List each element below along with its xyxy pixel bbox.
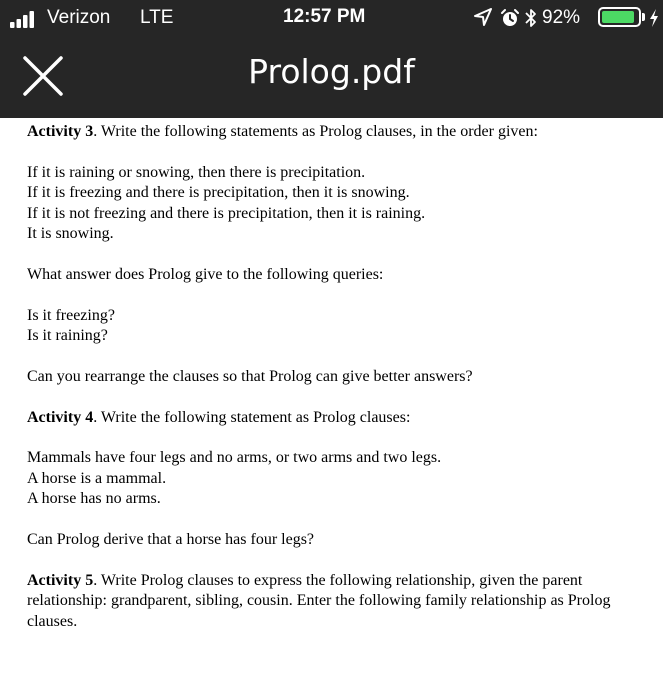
battery-tip xyxy=(642,13,645,21)
activity-label: Activity 5 xyxy=(27,571,94,589)
derive-question: Can Prolog derive that a horse has four legs? xyxy=(27,531,315,549)
location-icon xyxy=(474,8,492,26)
statement-line: If it is freezing and there is precipitation, then it is snowing. xyxy=(27,184,410,202)
status-bar xyxy=(0,0,663,36)
query-prompt: What answer does Prolog give to the following queries: xyxy=(27,265,384,283)
query-line: Is it freezing? xyxy=(27,306,115,324)
activity-text: . Write the following statement as Prolog clauses: xyxy=(93,408,411,426)
statement-line: Mammals have four legs and no arms, or two arms and two legs. xyxy=(27,449,442,467)
pdf-page-content xyxy=(27,118,647,652)
statement-line: It is snowing. xyxy=(27,225,114,243)
queries-block xyxy=(27,306,647,347)
activity-label: Activity 3 xyxy=(27,123,94,140)
document-title: Prolog.pdf xyxy=(248,52,415,91)
activity-5-heading xyxy=(27,571,647,632)
activity-label: Activity 4 xyxy=(27,408,94,426)
rearrange-question: Can you rearrange the clauses so that Prolog can give better answers? xyxy=(27,367,473,385)
activity-text: . Write Prolog clauses to express the following relationship, given the parent relationship: grandparent, sibling, cousin. Enter the following family relationship as Prolog clauses. xyxy=(27,571,611,630)
statement-line: A horse is a mammal. xyxy=(27,469,167,487)
activity-3-heading xyxy=(27,118,647,142)
activity-text: . Write the following statements as Prolog clauses, in the order given: xyxy=(93,123,538,140)
top-bar xyxy=(0,0,663,118)
query-line: Is it raining? xyxy=(27,327,108,345)
statements-block-3 xyxy=(27,163,647,245)
battery-percent: 92% xyxy=(542,7,581,28)
signal-icon xyxy=(10,10,40,28)
network-type: LTE xyxy=(140,7,174,28)
activity-4-heading xyxy=(27,408,647,428)
charging-bolt-icon xyxy=(648,8,660,28)
battery-icon xyxy=(598,7,641,27)
status-time: 12:57 PM xyxy=(283,6,366,27)
statement-line: If it is raining or snowing, then there is precipitation. xyxy=(27,163,366,181)
statement-line: If it is not freezing and there is precipitation, then it is raining. xyxy=(27,204,426,222)
battery-level-fill xyxy=(602,11,634,23)
carrier-name: Verizon xyxy=(47,7,111,28)
alarm-icon xyxy=(500,8,520,28)
statements-block-4 xyxy=(27,448,647,509)
bluetooth-icon xyxy=(524,8,538,28)
statement-line: A horse has no arms. xyxy=(27,490,161,508)
